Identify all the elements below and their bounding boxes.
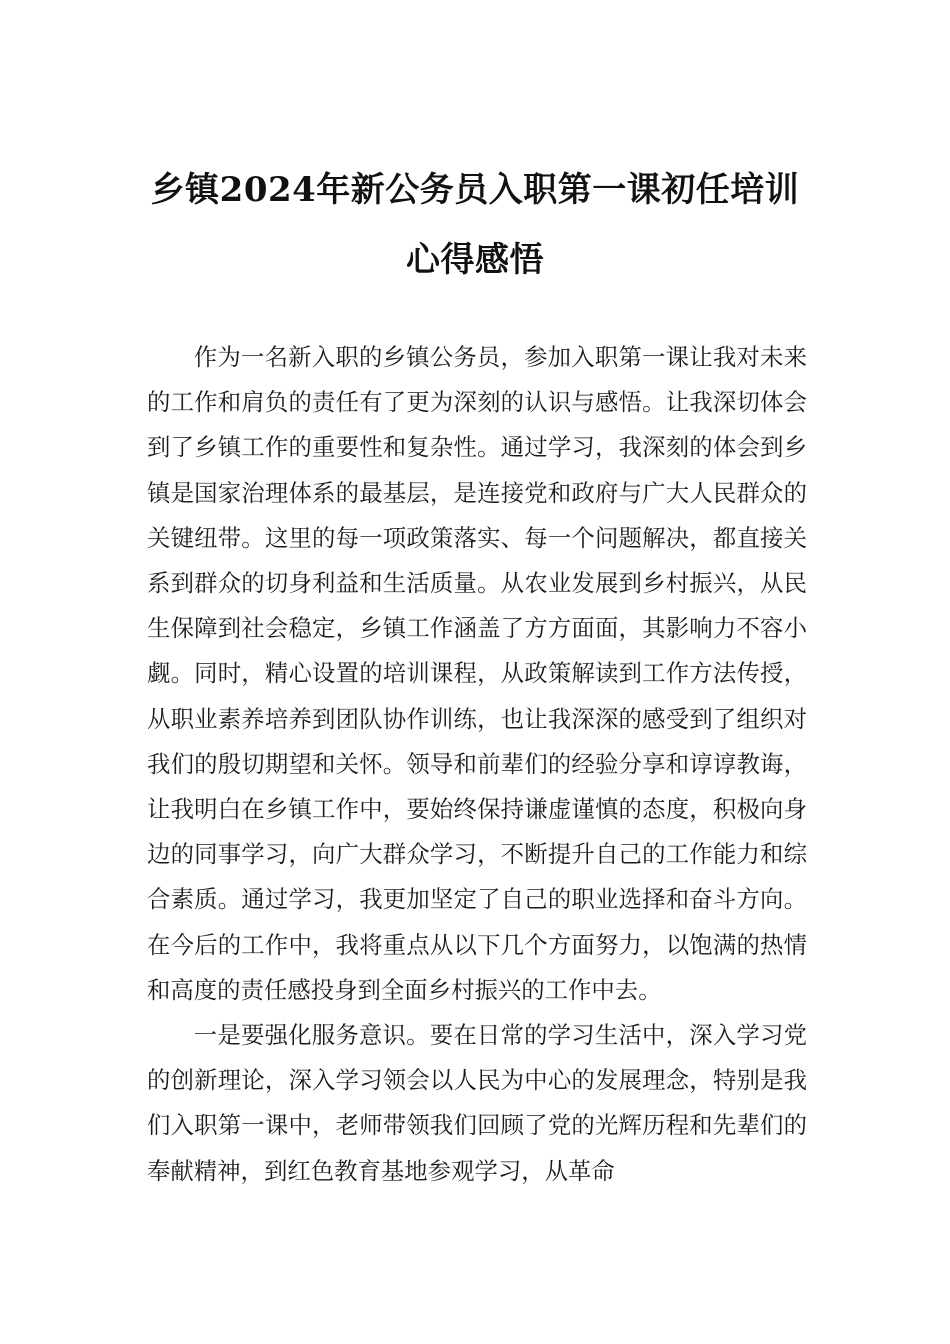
paragraph-service-awareness: 一是要强化服务意识。要在日常的学习生活中，深入学习党的创新理论，深入学习领会以人民为中心的发展理念，特别是我们入职第一课中，老师带领我们回顾了党的光辉历程和先辈们的奉献精神，到红色教育基地参观学习，从革命	[147, 1021, 807, 1185]
paragraph-intro: 作为一名新入职的乡镇公务员，参加入职第一课让我对未来的工作和肩负的责任有了更为深刻的认识与感悟。让我深切体会到了乡镇工作的重要性和复杂性。通过学习，我深刻的体会到乡镇是国家治理体系的最基层，是连接党和政府与广大人民群众的关键纽带。这里的每一项政策落实、每一个问题解决，都直接关系到群众的切身利益和生活质量。从农业发展到乡村振兴，从民生保障到社会稳定，乡镇工作涵盖了方方面面，其影响力不容小觑。同时，精心设置的培训课程，从政策解读到工作方法传授，从职业素养培养到团队协作训练，也让我深深的感受到了组织对我们的殷切期望和关怀。领导和前辈们的经验分享和谆谆教诲，让我明白在乡镇工作中，要始终保持谦虚谨慎的态度，积极向身边的同事学习，向广大群众学习，不断提升自己的工作能力和综合素质。通过学习，我更加坚定了自己的职业选择和奋斗方向。在今后的工作中，我将重点从以下几个方面努力，以饱满的热情和高度的责任感投身到全面乡村振兴的工作中去。	[147, 343, 807, 1004]
document-title-line-2: 心得感悟	[406, 240, 544, 280]
document-body	[147, 335, 807, 1194]
document-title-line-1: 乡镇2024年新公务员入职第一课初任培训	[150, 170, 800, 210]
